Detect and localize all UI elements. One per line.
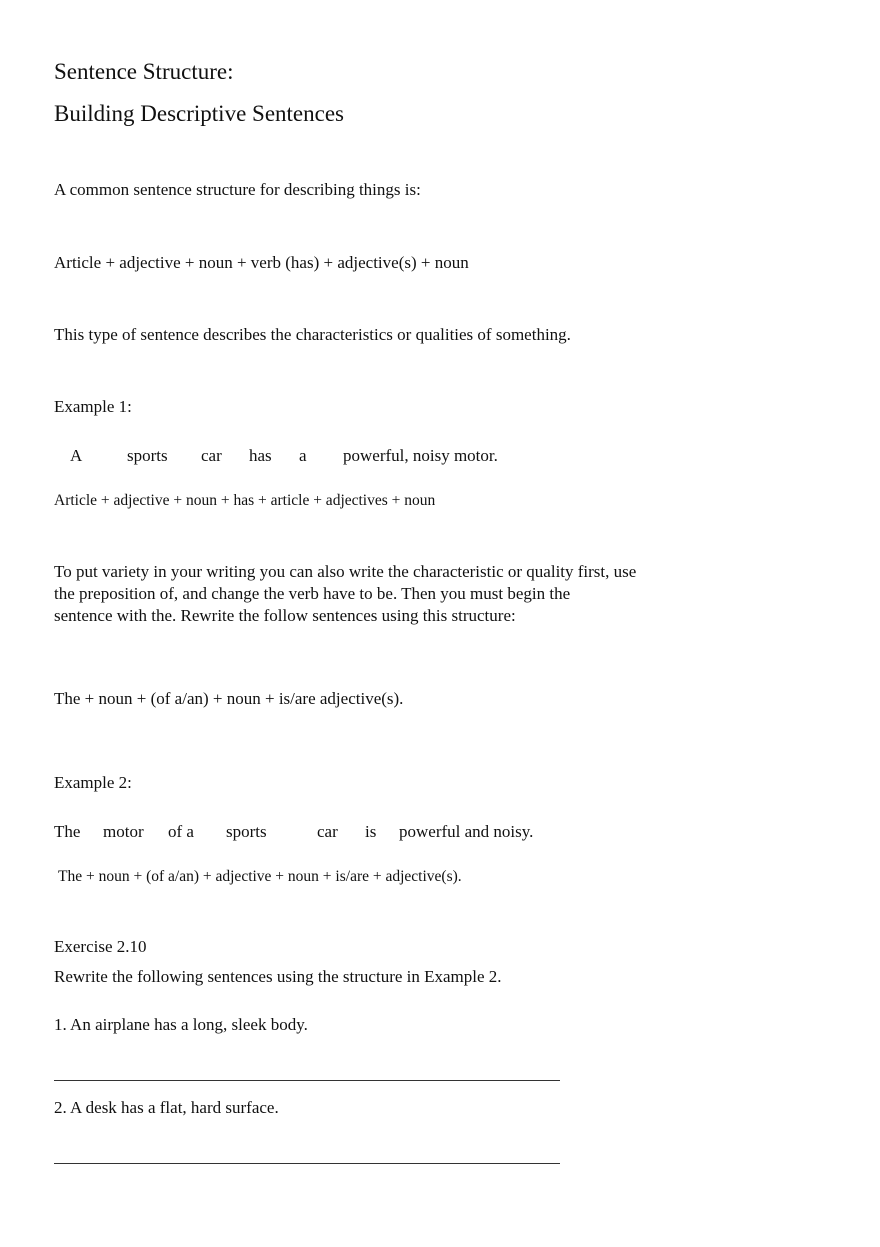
example-2-structure: The + noun + (of a/an) + adjective + noun + is/are + adjective(s). xyxy=(58,868,462,885)
variety-paragraph-line: sentence with the. Rewrite the follow sentences using this structure: xyxy=(54,606,516,625)
description-text: This type of sentence describes the characteristics or qualities of something. xyxy=(54,325,571,344)
example-2-word: is xyxy=(365,822,377,841)
example-2-word: powerful and noisy. xyxy=(399,822,534,841)
formula-1: Article + adjective + noun + verb (has) + adjective(s) + noun xyxy=(54,253,469,272)
intro-text: A common sentence structure for describing things is: xyxy=(54,180,421,199)
example-1-word: A xyxy=(70,446,83,465)
example-2-word: car xyxy=(317,822,338,841)
page-title-line-1: Sentence Structure: xyxy=(54,59,234,84)
example-1-structure: Article + adjective + noun + has + article + adjectives + noun xyxy=(54,492,436,509)
example-1-word: car xyxy=(201,446,222,465)
exercise-title: Exercise 2.10 xyxy=(54,937,147,956)
variety-paragraph-line: To put variety in your writing you can also write the characteristic or quality first, use xyxy=(54,562,637,581)
answer-line-1[interactable] xyxy=(54,1080,560,1081)
example-1-word: has xyxy=(249,446,272,465)
variety-paragraph-line: the preposition of, and change the verb have to be. Then you must begin the xyxy=(54,584,571,603)
formula-2: The + noun + (of a/an) + noun + is/are adjective(s). xyxy=(54,689,404,708)
example-2-word: The xyxy=(54,822,81,841)
variety-paragraph xyxy=(54,561,636,627)
example-2-word: of a xyxy=(168,822,194,841)
example-1-word: a xyxy=(299,446,307,465)
example-2-word: sports xyxy=(226,822,267,841)
exercise-item-1: 1. An airplane has a long, sleek body. xyxy=(54,1015,308,1034)
example-1-label: Example 1: xyxy=(54,397,132,416)
example-2-label: Example 2: xyxy=(54,773,132,792)
exercise-instruction: Rewrite the following sentences using the structure in Example 2. xyxy=(54,967,502,986)
answer-line-2[interactable] xyxy=(54,1163,560,1164)
example-1-word: sports xyxy=(127,446,168,465)
page-title-line-2: Building Descriptive Sentences xyxy=(54,101,344,126)
example-2-word: motor xyxy=(103,822,144,841)
exercise-item-2: 2. A desk has a flat, hard surface. xyxy=(54,1098,279,1117)
example-1-word: powerful, noisy motor. xyxy=(343,446,498,465)
